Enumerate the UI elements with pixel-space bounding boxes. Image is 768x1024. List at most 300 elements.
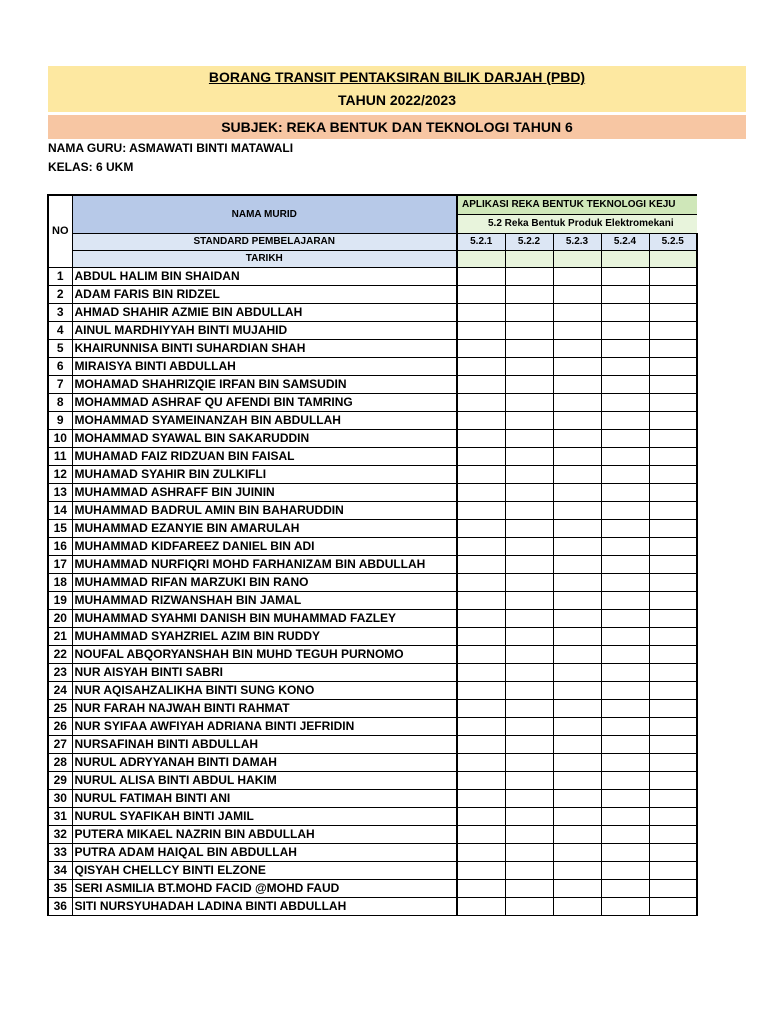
- score-cell[interactable]: [457, 717, 505, 735]
- score-cell[interactable]: [649, 519, 697, 537]
- table-row: [48, 465, 697, 483]
- student-number: 7: [48, 375, 72, 393]
- score-cell[interactable]: [553, 789, 601, 807]
- student-number: 22: [48, 645, 72, 663]
- table-row: [48, 447, 697, 465]
- score-cell[interactable]: [457, 501, 505, 519]
- score-cell[interactable]: [457, 789, 505, 807]
- score-cell[interactable]: [553, 591, 601, 609]
- score-cell[interactable]: [649, 825, 697, 843]
- score-cell[interactable]: [505, 699, 553, 717]
- score-cell[interactable]: [505, 681, 553, 699]
- student-number: 18: [48, 573, 72, 591]
- student-name: MUHAMMAD NURFIQRI MOHD FARHANIZAM BIN ABDULLAH: [72, 555, 457, 573]
- table-row: [48, 375, 697, 393]
- score-cell[interactable]: [553, 483, 601, 501]
- score-cell[interactable]: [649, 645, 697, 663]
- table-row: [48, 321, 697, 339]
- score-cell[interactable]: [649, 843, 697, 861]
- student-number: 14: [48, 501, 72, 519]
- student-name: MIRAISYA BINTI ABDULLAH: [72, 357, 457, 375]
- score-cell[interactable]: [505, 825, 553, 843]
- student-name: MUHAMAD FAIZ RIDZUAN BIN FAISAL: [72, 447, 457, 465]
- score-cell[interactable]: [553, 825, 601, 843]
- score-cell[interactable]: [553, 645, 601, 663]
- score-cell[interactable]: [457, 627, 505, 645]
- score-cell[interactable]: [649, 573, 697, 591]
- score-cell[interactable]: [649, 321, 697, 339]
- score-cell[interactable]: [505, 591, 553, 609]
- score-cell[interactable]: [553, 879, 601, 897]
- score-cell[interactable]: [601, 357, 649, 375]
- score-cell[interactable]: [457, 357, 505, 375]
- score-cell[interactable]: [649, 663, 697, 681]
- score-cell[interactable]: [457, 303, 505, 321]
- form-year: TAHUN 2022/2023: [337, 92, 457, 108]
- score-cell[interactable]: [601, 267, 649, 285]
- student-number: 34: [48, 861, 72, 879]
- student-number: 12: [48, 465, 72, 483]
- score-cell[interactable]: [601, 681, 649, 699]
- score-cell[interactable]: [457, 573, 505, 591]
- student-number: 29: [48, 771, 72, 789]
- score-cell[interactable]: [601, 483, 649, 501]
- score-cell[interactable]: [649, 681, 697, 699]
- student-name: MUHAMMAD KIDFAREEZ DANIEL BIN ADI: [72, 537, 457, 555]
- standard-code-header: 5.2.1: [457, 233, 505, 250]
- score-cell[interactable]: [505, 645, 553, 663]
- score-cell[interactable]: [505, 375, 553, 393]
- score-cell[interactable]: [553, 429, 601, 447]
- student-name: MUHAMMAD BADRUL AMIN BIN BAHARUDDIN: [72, 501, 457, 519]
- score-cell[interactable]: [457, 771, 505, 789]
- score-cell[interactable]: [457, 897, 505, 915]
- student-name: ADAM FARIS BIN RIDZEL: [72, 285, 457, 303]
- score-cell[interactable]: [601, 591, 649, 609]
- score-cell[interactable]: [457, 447, 505, 465]
- score-cell[interactable]: [601, 879, 649, 897]
- score-cell[interactable]: [457, 807, 505, 825]
- score-cell[interactable]: [553, 861, 601, 879]
- score-cell[interactable]: [601, 321, 649, 339]
- score-cell[interactable]: [601, 825, 649, 843]
- student-number: 30: [48, 789, 72, 807]
- score-cell[interactable]: [649, 411, 697, 429]
- table-row: [48, 789, 697, 807]
- score-cell[interactable]: [457, 753, 505, 771]
- table-row: [48, 897, 697, 915]
- score-cell[interactable]: [649, 393, 697, 411]
- score-cell[interactable]: [649, 339, 697, 357]
- date-cell[interactable]: [553, 250, 601, 267]
- score-cell[interactable]: [649, 303, 697, 321]
- score-cell[interactable]: [505, 411, 553, 429]
- subject-banner: SUBJEK: REKA BENTUK DAN TEKNOLOGI TAHUN 6: [48, 115, 746, 139]
- table-row: [48, 879, 697, 897]
- score-cell[interactable]: [601, 663, 649, 681]
- score-cell[interactable]: [553, 393, 601, 411]
- score-cell[interactable]: [505, 393, 553, 411]
- score-cell[interactable]: [649, 771, 697, 789]
- score-cell[interactable]: [457, 555, 505, 573]
- name-column-header: NAMA MURID: [72, 195, 457, 233]
- student-name: NUR SYIFAA AWFIYAH ADRIANA BINTI JEFRIDIN: [72, 717, 457, 735]
- score-cell[interactable]: [505, 771, 553, 789]
- score-cell[interactable]: [601, 375, 649, 393]
- table-row: [48, 825, 697, 843]
- student-name: PUTRA ADAM HAIQAL BIN ABDULLAH: [72, 843, 457, 861]
- student-name: ABDUL HALIM BIN SHAIDAN: [72, 267, 457, 285]
- table-row: [48, 285, 697, 303]
- date-cell[interactable]: [457, 250, 505, 267]
- score-cell[interactable]: [505, 483, 553, 501]
- table-row: [48, 483, 697, 501]
- score-cell[interactable]: [649, 537, 697, 555]
- student-number: 36: [48, 897, 72, 915]
- table-row: [48, 807, 697, 825]
- score-cell[interactable]: [505, 555, 553, 573]
- student-number: 17: [48, 555, 72, 573]
- class-name: KELAS: 6 UKM: [48, 160, 134, 174]
- score-cell[interactable]: [601, 843, 649, 861]
- score-cell[interactable]: [505, 501, 553, 519]
- score-cell[interactable]: [505, 861, 553, 879]
- score-cell[interactable]: [553, 627, 601, 645]
- score-cell[interactable]: [505, 807, 553, 825]
- student-number: 13: [48, 483, 72, 501]
- score-cell[interactable]: [505, 843, 553, 861]
- topic-header: APLIKASI REKA BENTUK TEKNOLOGI KEJU: [457, 195, 697, 214]
- student-name: MUHAMMAD RIFAN MARZUKI BIN RANO: [72, 573, 457, 591]
- student-number: 23: [48, 663, 72, 681]
- student-name: MUHAMMAD RIZWANSHAH BIN JAMAL: [72, 591, 457, 609]
- no-column-header: NO: [48, 195, 72, 267]
- score-cell[interactable]: [505, 717, 553, 735]
- table-row: [48, 411, 697, 429]
- student-name: SERI ASMILIA BT.MOHD FACID @MOHD FAUD: [72, 879, 457, 897]
- score-cell[interactable]: [649, 447, 697, 465]
- student-name: MOHAMMAD SYAWAL BIN SAKARUDDIN: [72, 429, 457, 447]
- score-cell[interactable]: [505, 735, 553, 753]
- score-cell[interactable]: [553, 321, 601, 339]
- student-name: NOUFAL ABQORYANSHAH BIN MUHD TEGUH PURNOMO: [72, 645, 457, 663]
- score-cell[interactable]: [553, 717, 601, 735]
- score-cell[interactable]: [457, 825, 505, 843]
- score-cell[interactable]: [601, 609, 649, 627]
- score-cell[interactable]: [649, 897, 697, 915]
- standard-code-header: 5.2.4: [601, 233, 649, 250]
- score-cell[interactable]: [457, 663, 505, 681]
- score-cell[interactable]: [553, 771, 601, 789]
- student-number: 5: [48, 339, 72, 357]
- score-cell[interactable]: [553, 285, 601, 303]
- standard-code-header: 5.2.3: [553, 233, 601, 250]
- student-number: 19: [48, 591, 72, 609]
- student-number: 21: [48, 627, 72, 645]
- score-cell[interactable]: [601, 861, 649, 879]
- score-cell[interactable]: [505, 429, 553, 447]
- score-cell[interactable]: [601, 447, 649, 465]
- score-cell[interactable]: [649, 285, 697, 303]
- date-cell[interactable]: [505, 250, 553, 267]
- score-cell[interactable]: [649, 483, 697, 501]
- score-cell[interactable]: [505, 465, 553, 483]
- score-cell[interactable]: [601, 897, 649, 915]
- score-cell[interactable]: [601, 573, 649, 591]
- student-name: AINUL MARDHIYYAH BINTI MUJAHID: [72, 321, 457, 339]
- score-cell[interactable]: [601, 339, 649, 357]
- score-cell[interactable]: [553, 465, 601, 483]
- subtopic-header: 5.2 Reka Bentuk Produk Elektromekani: [457, 214, 697, 233]
- student-name: MOHAMMAD ASHRAF QU AFENDI BIN TAMRING: [72, 393, 457, 411]
- table-row: [48, 267, 697, 285]
- score-cell[interactable]: [457, 483, 505, 501]
- table-row: [48, 645, 697, 663]
- score-cell[interactable]: [457, 591, 505, 609]
- score-cell[interactable]: [553, 663, 601, 681]
- table-row: [48, 519, 697, 537]
- score-cell[interactable]: [601, 303, 649, 321]
- student-number: 1: [48, 267, 72, 285]
- student-name: NURUL SYAFIKAH BINTI JAMIL: [72, 807, 457, 825]
- score-cell[interactable]: [601, 501, 649, 519]
- score-cell[interactable]: [601, 807, 649, 825]
- student-number: 6: [48, 357, 72, 375]
- student-number: 33: [48, 843, 72, 861]
- form-title: BORANG TRANSIT PENTAKSIRAN BILIK DARJAH (PBD): [208, 69, 586, 85]
- score-cell[interactable]: [553, 375, 601, 393]
- score-cell[interactable]: [649, 861, 697, 879]
- score-cell[interactable]: [649, 429, 697, 447]
- table-row: [48, 753, 697, 771]
- score-cell[interactable]: [649, 375, 697, 393]
- score-cell[interactable]: [553, 843, 601, 861]
- score-cell[interactable]: [505, 753, 553, 771]
- score-cell[interactable]: [649, 789, 697, 807]
- student-number: 27: [48, 735, 72, 753]
- student-number: 10: [48, 429, 72, 447]
- score-cell[interactable]: [553, 699, 601, 717]
- student-name: NUR AISYAH BINTI SABRI: [72, 663, 457, 681]
- score-cell[interactable]: [649, 501, 697, 519]
- student-number: 9: [48, 411, 72, 429]
- score-cell[interactable]: [649, 465, 697, 483]
- table-row: [48, 843, 697, 861]
- score-cell[interactable]: [649, 717, 697, 735]
- score-cell[interactable]: [601, 555, 649, 573]
- score-cell[interactable]: [601, 699, 649, 717]
- score-cell[interactable]: [553, 303, 601, 321]
- score-cell[interactable]: [649, 627, 697, 645]
- score-cell[interactable]: [457, 321, 505, 339]
- score-cell[interactable]: [457, 609, 505, 627]
- score-cell[interactable]: [457, 699, 505, 717]
- score-cell[interactable]: [505, 303, 553, 321]
- table-row: [48, 357, 697, 375]
- score-cell[interactable]: [553, 753, 601, 771]
- score-cell[interactable]: [601, 411, 649, 429]
- score-cell[interactable]: [457, 861, 505, 879]
- table-row: [48, 609, 697, 627]
- score-cell[interactable]: [505, 537, 553, 555]
- score-cell[interactable]: [649, 357, 697, 375]
- standard-label: STANDARD PEMBELAJARAN: [72, 233, 457, 250]
- score-cell[interactable]: [649, 555, 697, 573]
- score-cell[interactable]: [457, 465, 505, 483]
- student-name: QISYAH CHELLCY BINTI ELZONE: [72, 861, 457, 879]
- score-cell[interactable]: [457, 285, 505, 303]
- score-cell[interactable]: [553, 573, 601, 591]
- student-name: AHMAD SHAHIR AZMIE BIN ABDULLAH: [72, 303, 457, 321]
- score-cell[interactable]: [457, 645, 505, 663]
- student-name: NURSAFINAH BINTI ABDULLAH: [72, 735, 457, 753]
- score-cell[interactable]: [649, 591, 697, 609]
- score-cell[interactable]: [505, 519, 553, 537]
- score-cell[interactable]: [553, 609, 601, 627]
- score-cell[interactable]: [601, 393, 649, 411]
- form-title-box: [48, 66, 746, 112]
- table-row: [48, 501, 697, 519]
- table-row: [48, 681, 697, 699]
- score-cell[interactable]: [649, 753, 697, 771]
- score-cell[interactable]: [457, 339, 505, 357]
- score-cell[interactable]: [553, 411, 601, 429]
- table-row: [48, 771, 697, 789]
- score-cell[interactable]: [505, 357, 553, 375]
- score-cell[interactable]: [601, 789, 649, 807]
- student-name: MUHAMMAD SYAHZRIEL AZIM BIN RUDDY: [72, 627, 457, 645]
- table-row: [48, 339, 697, 357]
- date-label: TARIKH: [72, 250, 457, 267]
- student-number: 3: [48, 303, 72, 321]
- score-cell[interactable]: [601, 717, 649, 735]
- student-name: MOHAMAD SHAHRIZQIE IRFAN BIN SAMSUDIN: [72, 375, 457, 393]
- student-number: 8: [48, 393, 72, 411]
- score-cell[interactable]: [553, 681, 601, 699]
- score-cell[interactable]: [505, 285, 553, 303]
- score-cell[interactable]: [553, 501, 601, 519]
- student-name: NUR FARAH NAJWAH BINTI RAHMAT: [72, 699, 457, 717]
- student-number: 11: [48, 447, 72, 465]
- student-name: NURUL ADRYYANAH BINTI DAMAH: [72, 753, 457, 771]
- student-number: 20: [48, 609, 72, 627]
- score-cell[interactable]: [505, 789, 553, 807]
- score-cell[interactable]: [553, 807, 601, 825]
- score-cell[interactable]: [457, 537, 505, 555]
- score-cell[interactable]: [457, 735, 505, 753]
- student-name: SITI NURSYUHADAH LADINA BINTI ABDULLAH: [72, 897, 457, 915]
- table-row: [48, 429, 697, 447]
- score-cell[interactable]: [649, 879, 697, 897]
- student-name: MUHAMMAD EZANYIE BIN AMARULAH: [72, 519, 457, 537]
- score-cell[interactable]: [553, 897, 601, 915]
- score-cell[interactable]: [553, 555, 601, 573]
- score-cell[interactable]: [505, 267, 553, 285]
- score-cell[interactable]: [457, 375, 505, 393]
- table-row: [48, 555, 697, 573]
- student-assessment-table: [47, 194, 698, 916]
- score-cell[interactable]: [505, 321, 553, 339]
- score-cell[interactable]: [601, 645, 649, 663]
- student-name: NUR AQISAHZALIKHA BINTI SUNG KONO: [72, 681, 457, 699]
- table-row: [48, 861, 697, 879]
- score-cell[interactable]: [601, 537, 649, 555]
- score-cell[interactable]: [505, 897, 553, 915]
- student-number: 24: [48, 681, 72, 699]
- score-cell[interactable]: [457, 429, 505, 447]
- score-cell[interactable]: [505, 663, 553, 681]
- score-cell[interactable]: [553, 447, 601, 465]
- score-cell[interactable]: [505, 627, 553, 645]
- student-name: NURUL FATIMAH BINTI ANI: [72, 789, 457, 807]
- score-cell[interactable]: [649, 699, 697, 717]
- score-cell[interactable]: [649, 807, 697, 825]
- score-cell[interactable]: [649, 735, 697, 753]
- score-cell[interactable]: [505, 609, 553, 627]
- score-cell[interactable]: [553, 735, 601, 753]
- standard-code-header: 5.2.5: [649, 233, 697, 250]
- score-cell[interactable]: [601, 519, 649, 537]
- score-cell[interactable]: [505, 339, 553, 357]
- score-cell[interactable]: [457, 843, 505, 861]
- date-cell[interactable]: [601, 250, 649, 267]
- score-cell[interactable]: [505, 447, 553, 465]
- score-cell[interactable]: [553, 267, 601, 285]
- score-cell[interactable]: [457, 519, 505, 537]
- score-cell[interactable]: [601, 753, 649, 771]
- score-cell[interactable]: [457, 879, 505, 897]
- student-number: 32: [48, 825, 72, 843]
- score-cell[interactable]: [553, 357, 601, 375]
- score-cell[interactable]: [649, 267, 697, 285]
- score-cell[interactable]: [601, 465, 649, 483]
- date-cell[interactable]: [649, 250, 697, 267]
- score-cell[interactable]: [601, 735, 649, 753]
- table-row: [48, 303, 697, 321]
- student-name: NURUL ALISA BINTI ABDUL HAKIM: [72, 771, 457, 789]
- student-name: MUHAMMAD ASHRAFF BIN JUININ: [72, 483, 457, 501]
- score-cell[interactable]: [457, 411, 505, 429]
- student-number: 2: [48, 285, 72, 303]
- table-row: [48, 627, 697, 645]
- table-row: [48, 717, 697, 735]
- student-number: 15: [48, 519, 72, 537]
- score-cell[interactable]: [601, 771, 649, 789]
- student-number: 35: [48, 879, 72, 897]
- table-row: [48, 393, 697, 411]
- table-row: [48, 663, 697, 681]
- student-number: 25: [48, 699, 72, 717]
- score-cell[interactable]: [553, 339, 601, 357]
- student-name: MUHAMMAD SYAHMI DANISH BIN MUHAMMAD FAZLEY: [72, 609, 457, 627]
- score-cell[interactable]: [553, 537, 601, 555]
- table-row: [48, 735, 697, 753]
- score-cell[interactable]: [601, 627, 649, 645]
- table-row: [48, 573, 697, 591]
- score-cell[interactable]: [457, 267, 505, 285]
- table-row: [48, 591, 697, 609]
- score-cell[interactable]: [505, 879, 553, 897]
- score-cell[interactable]: [649, 609, 697, 627]
- score-cell[interactable]: [457, 393, 505, 411]
- table-row: [48, 699, 697, 717]
- score-cell[interactable]: [553, 519, 601, 537]
- score-cell[interactable]: [601, 285, 649, 303]
- score-cell[interactable]: [505, 573, 553, 591]
- score-cell[interactable]: [601, 429, 649, 447]
- score-cell[interactable]: [457, 681, 505, 699]
- student-name: PUTERA MIKAEL NAZRIN BIN ABDULLAH: [72, 825, 457, 843]
